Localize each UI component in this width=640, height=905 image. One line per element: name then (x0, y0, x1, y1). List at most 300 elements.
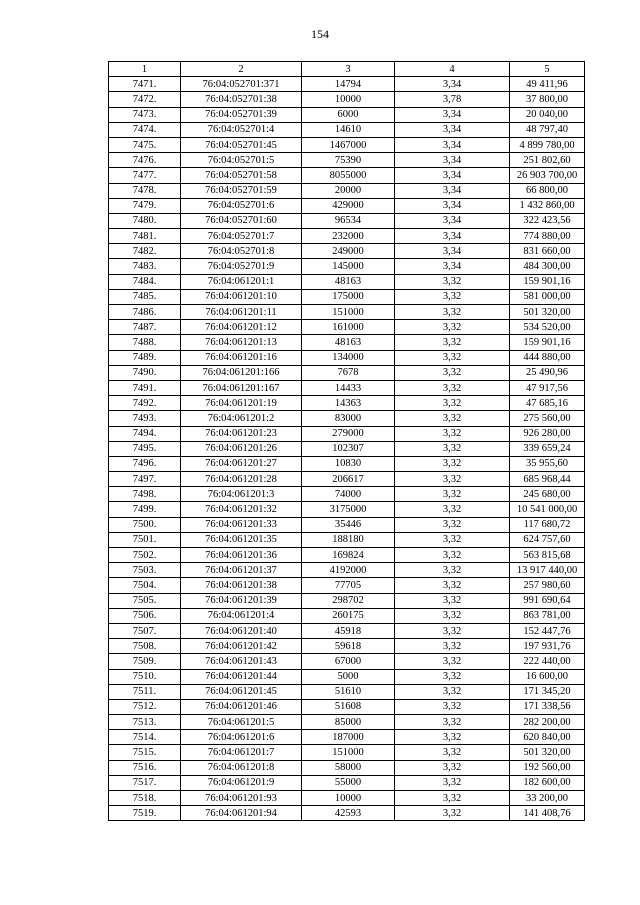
table-row (109, 77, 585, 92)
area-cell: 161000 (302, 320, 395, 335)
row-number-cell: 7518. (109, 791, 181, 806)
area-cell: 14433 (302, 380, 395, 395)
row-number-cell: 7516. (109, 760, 181, 775)
area-cell: 429000 (302, 198, 395, 213)
rate-cell: 3,32 (395, 699, 510, 714)
table-row (109, 198, 585, 213)
area-cell: 169824 (302, 548, 395, 563)
amount-cell: 501 320,00 (510, 745, 585, 760)
cadastral-number-cell: 76:04:061201:16 (181, 350, 302, 365)
amount-cell: 49 411,96 (510, 77, 585, 92)
area-cell: 102307 (302, 441, 395, 456)
area-cell: 10830 (302, 456, 395, 471)
area-cell: 42593 (302, 806, 395, 821)
page-number: 154 (311, 27, 329, 41)
row-number-cell: 7514. (109, 730, 181, 745)
amount-cell: 152 447,76 (510, 623, 585, 638)
amount-cell: 66 800,00 (510, 183, 585, 198)
area-cell: 298702 (302, 593, 395, 608)
table-row (109, 396, 585, 411)
amount-cell: 257 980,60 (510, 578, 585, 593)
table-row (109, 699, 585, 714)
rate-cell: 3,32 (395, 806, 510, 821)
cadastral-number-cell: 76:04:061201:94 (181, 806, 302, 821)
table-row (109, 259, 585, 274)
amount-cell: 4 899 780,00 (510, 137, 585, 152)
amount-cell: 13 917 440,00 (510, 563, 585, 578)
rate-cell: 3,32 (395, 289, 510, 304)
row-number-cell: 7510. (109, 669, 181, 684)
rate-cell: 3,32 (395, 411, 510, 426)
cadastral-number-cell: 76:04:061201:1 (181, 274, 302, 289)
table-row (109, 791, 585, 806)
column-header: 1 (109, 62, 181, 77)
rate-cell: 3,34 (395, 122, 510, 137)
cadastral-number-cell: 76:04:061201:167 (181, 380, 302, 395)
row-number-cell: 7505. (109, 593, 181, 608)
area-cell: 5000 (302, 669, 395, 684)
column-header: 2 (181, 62, 302, 77)
cadastral-number-cell: 76:04:052701:39 (181, 107, 302, 122)
cadastral-number-cell: 76:04:061201:38 (181, 578, 302, 593)
rate-cell: 3,32 (395, 639, 510, 654)
table-row (109, 122, 585, 137)
area-cell: 6000 (302, 107, 395, 122)
amount-cell: 991 690,64 (510, 593, 585, 608)
amount-cell: 159 901,16 (510, 274, 585, 289)
row-number-cell: 7475. (109, 137, 181, 152)
amount-cell: 48 797,40 (510, 122, 585, 137)
row-number-cell: 7511. (109, 684, 181, 699)
rate-cell: 3,32 (395, 274, 510, 289)
cadastral-number-cell: 76:04:052701:60 (181, 213, 302, 228)
amount-cell: 35 955,60 (510, 456, 585, 471)
cadastral-number-cell: 76:04:061201:45 (181, 684, 302, 699)
cadastral-number-cell: 76:04:061201:44 (181, 669, 302, 684)
cadastral-number-cell: 76:04:061201:46 (181, 699, 302, 714)
cadastral-number-cell: 76:04:061201:37 (181, 563, 302, 578)
cadastral-number-cell: 76:04:052701:9 (181, 259, 302, 274)
cadastral-number-cell: 76:04:061201:12 (181, 320, 302, 335)
amount-cell: 624 757,60 (510, 532, 585, 547)
rate-cell: 3,32 (395, 745, 510, 760)
cadastral-number-cell: 76:04:061201:26 (181, 441, 302, 456)
area-cell: 151000 (302, 745, 395, 760)
area-cell: 59618 (302, 639, 395, 654)
table-row (109, 760, 585, 775)
table-row (109, 563, 585, 578)
rate-cell: 3,32 (395, 684, 510, 699)
cadastral-number-cell: 76:04:061201:93 (181, 791, 302, 806)
cadastral-number-cell: 76:04:061201:13 (181, 335, 302, 350)
area-cell: 14363 (302, 396, 395, 411)
cadastral-number-cell: 76:04:061201:5 (181, 715, 302, 730)
area-cell: 20000 (302, 183, 395, 198)
row-number-cell: 7515. (109, 745, 181, 760)
rate-cell: 3,32 (395, 396, 510, 411)
table-row (109, 532, 585, 547)
rate-cell: 3,32 (395, 456, 510, 471)
area-cell: 279000 (302, 426, 395, 441)
rate-cell: 3,34 (395, 213, 510, 228)
area-cell: 7678 (302, 365, 395, 380)
amount-cell: 26 903 700,00 (510, 168, 585, 183)
area-cell: 4192000 (302, 563, 395, 578)
rate-cell: 3,32 (395, 350, 510, 365)
amount-cell: 171 345,20 (510, 684, 585, 699)
area-cell: 3175000 (302, 502, 395, 517)
area-cell: 14794 (302, 77, 395, 92)
cadastral-number-cell: 76:04:052701:45 (181, 137, 302, 152)
amount-cell: 275 560,00 (510, 411, 585, 426)
rate-cell: 3,34 (395, 137, 510, 152)
table-row (109, 593, 585, 608)
amount-cell: 192 560,00 (510, 760, 585, 775)
row-number-cell: 7519. (109, 806, 181, 821)
amount-cell: 534 520,00 (510, 320, 585, 335)
table-row (109, 623, 585, 638)
row-number-cell: 7503. (109, 563, 181, 578)
cadastral-number-cell: 76:04:061201:40 (181, 623, 302, 638)
table-row (109, 441, 585, 456)
table-row (109, 229, 585, 244)
table-row (109, 380, 585, 395)
row-number-cell: 7478. (109, 183, 181, 198)
amount-cell: 282 200,00 (510, 715, 585, 730)
table-row (109, 608, 585, 623)
row-number-cell: 7513. (109, 715, 181, 730)
table-row (109, 745, 585, 760)
row-number-cell: 7498. (109, 487, 181, 502)
amount-cell: 222 440,00 (510, 654, 585, 669)
rate-cell: 3,32 (395, 563, 510, 578)
cadastral-number-cell: 76:04:052701:8 (181, 244, 302, 259)
amount-cell: 1 432 860,00 (510, 198, 585, 213)
table-row (109, 168, 585, 183)
area-cell: 1467000 (302, 137, 395, 152)
table-row (109, 305, 585, 320)
row-number-cell: 7486. (109, 305, 181, 320)
rate-cell: 3,32 (395, 608, 510, 623)
area-cell: 77705 (302, 578, 395, 593)
row-number-cell: 7487. (109, 320, 181, 335)
amount-cell: 171 338,56 (510, 699, 585, 714)
table-row (109, 578, 585, 593)
row-number-cell: 7493. (109, 411, 181, 426)
table-row (109, 654, 585, 669)
area-cell: 206617 (302, 472, 395, 487)
rate-cell: 3,32 (395, 578, 510, 593)
rate-cell: 3,32 (395, 472, 510, 487)
amount-cell: 117 680,72 (510, 517, 585, 532)
area-cell: 187000 (302, 730, 395, 745)
amount-cell: 501 320,00 (510, 305, 585, 320)
rate-cell: 3,32 (395, 441, 510, 456)
amount-cell: 245 680,00 (510, 487, 585, 502)
cadastral-number-cell: 76:04:061201:35 (181, 532, 302, 547)
cadastral-number-cell: 76:04:061201:23 (181, 426, 302, 441)
area-cell: 151000 (302, 305, 395, 320)
area-cell: 51608 (302, 699, 395, 714)
cadastral-number-cell: 76:04:061201:11 (181, 305, 302, 320)
column-header: 5 (510, 62, 585, 77)
rate-cell: 3,32 (395, 730, 510, 745)
row-number-cell: 7482. (109, 244, 181, 259)
area-cell: 145000 (302, 259, 395, 274)
rate-cell: 3,32 (395, 335, 510, 350)
table-row (109, 320, 585, 335)
cadastral-number-cell: 76:04:061201:4 (181, 608, 302, 623)
table-row (109, 153, 585, 168)
table-row (109, 244, 585, 259)
amount-cell: 141 408,76 (510, 806, 585, 821)
amount-cell: 581 000,00 (510, 289, 585, 304)
row-number-cell: 7512. (109, 699, 181, 714)
cadastral-number-cell: 76:04:061201:28 (181, 472, 302, 487)
area-cell: 51610 (302, 684, 395, 699)
area-cell: 75390 (302, 153, 395, 168)
rate-cell: 3,32 (395, 654, 510, 669)
rate-cell: 3,34 (395, 107, 510, 122)
cadastral-number-cell: 76:04:061201:3 (181, 487, 302, 502)
area-cell: 10000 (302, 92, 395, 107)
cadastral-number-cell: 76:04:052701:58 (181, 168, 302, 183)
area-cell: 249000 (302, 244, 395, 259)
row-number-cell: 7483. (109, 259, 181, 274)
amount-cell: 339 659,24 (510, 441, 585, 456)
amount-cell: 16 600,00 (510, 669, 585, 684)
table-row (109, 639, 585, 654)
amount-cell: 37 800,00 (510, 92, 585, 107)
rate-cell: 3,32 (395, 365, 510, 380)
rate-cell: 3,32 (395, 380, 510, 395)
rate-cell: 3,34 (395, 153, 510, 168)
amount-cell: 47 685,16 (510, 396, 585, 411)
rate-cell: 3,34 (395, 244, 510, 259)
area-cell: 83000 (302, 411, 395, 426)
row-number-cell: 7495. (109, 441, 181, 456)
table-header-row (109, 62, 585, 77)
amount-cell: 831 660,00 (510, 244, 585, 259)
row-number-cell: 7500. (109, 517, 181, 532)
area-cell: 14610 (302, 122, 395, 137)
area-cell: 35446 (302, 517, 395, 532)
row-number-cell: 7488. (109, 335, 181, 350)
cadastral-number-cell: 76:04:052701:7 (181, 229, 302, 244)
rate-cell: 3,32 (395, 305, 510, 320)
amount-cell: 322 423,56 (510, 213, 585, 228)
amount-cell: 563 815,68 (510, 548, 585, 563)
table-row (109, 274, 585, 289)
row-number-cell: 7507. (109, 623, 181, 638)
cadastral-number-cell: 76:04:061201:36 (181, 548, 302, 563)
rate-cell: 3,32 (395, 502, 510, 517)
cadastral-number-cell: 76:04:052701:371 (181, 77, 302, 92)
area-cell: 188180 (302, 532, 395, 547)
area-cell: 85000 (302, 715, 395, 730)
rate-cell: 3,32 (395, 715, 510, 730)
row-number-cell: 7506. (109, 608, 181, 623)
rate-cell: 3,32 (395, 623, 510, 638)
table-row (109, 365, 585, 380)
rate-cell: 3,34 (395, 259, 510, 274)
cadastral-number-cell: 76:04:061201:6 (181, 730, 302, 745)
amount-cell: 33 200,00 (510, 791, 585, 806)
cadastral-number-cell: 76:04:061201:39 (181, 593, 302, 608)
row-number-cell: 7484. (109, 274, 181, 289)
rate-cell: 3,32 (395, 487, 510, 502)
area-cell: 8055000 (302, 168, 395, 183)
area-cell: 10000 (302, 791, 395, 806)
table-row (109, 472, 585, 487)
row-number-cell: 7504. (109, 578, 181, 593)
row-number-cell: 7499. (109, 502, 181, 517)
area-cell: 48163 (302, 335, 395, 350)
amount-cell: 774 880,00 (510, 229, 585, 244)
amount-cell: 444 880,00 (510, 350, 585, 365)
table-row (109, 548, 585, 563)
row-number-cell: 7474. (109, 122, 181, 137)
row-number-cell: 7501. (109, 532, 181, 547)
table-row (109, 350, 585, 365)
amount-cell: 251 802,60 (510, 153, 585, 168)
table-row (109, 107, 585, 122)
area-cell: 175000 (302, 289, 395, 304)
rate-cell: 3,34 (395, 77, 510, 92)
amount-cell: 484 300,00 (510, 259, 585, 274)
cadastral-number-cell: 76:04:061201:9 (181, 775, 302, 790)
cadastral-number-cell: 76:04:061201:19 (181, 396, 302, 411)
cadastral-number-cell: 76:04:052701:5 (181, 153, 302, 168)
amount-cell: 685 968,44 (510, 472, 585, 487)
rate-cell: 3,32 (395, 760, 510, 775)
area-cell: 232000 (302, 229, 395, 244)
cadastral-number-cell: 76:04:061201:43 (181, 654, 302, 669)
area-cell: 134000 (302, 350, 395, 365)
cadastral-number-cell: 76:04:052701:6 (181, 198, 302, 213)
amount-cell: 863 781,00 (510, 608, 585, 623)
amount-cell: 47 917,56 (510, 380, 585, 395)
row-number-cell: 7491. (109, 380, 181, 395)
table-row (109, 487, 585, 502)
table-row (109, 669, 585, 684)
row-number-cell: 7485. (109, 289, 181, 304)
row-number-cell: 7508. (109, 639, 181, 654)
cadastral-number-cell: 76:04:061201:27 (181, 456, 302, 471)
rate-cell: 3,78 (395, 92, 510, 107)
rate-cell: 3,32 (395, 517, 510, 532)
row-number-cell: 7477. (109, 168, 181, 183)
rate-cell: 3,32 (395, 426, 510, 441)
table-row (109, 426, 585, 441)
amount-cell: 10 541 000,00 (510, 502, 585, 517)
column-header: 4 (395, 62, 510, 77)
row-number-cell: 7472. (109, 92, 181, 107)
row-number-cell: 7502. (109, 548, 181, 563)
cadastral-number-cell: 76:04:061201:10 (181, 289, 302, 304)
table-row (109, 715, 585, 730)
table-row (109, 806, 585, 821)
table-row (109, 92, 585, 107)
rate-cell: 3,32 (395, 775, 510, 790)
table-row (109, 411, 585, 426)
table-row (109, 684, 585, 699)
cadastral-number-cell: 76:04:061201:33 (181, 517, 302, 532)
cadastral-number-cell: 76:04:052701:59 (181, 183, 302, 198)
table-row (109, 517, 585, 532)
rate-cell: 3,34 (395, 183, 510, 198)
table-row (109, 289, 585, 304)
area-cell: 45918 (302, 623, 395, 638)
area-cell: 260175 (302, 608, 395, 623)
area-cell: 67000 (302, 654, 395, 669)
table-row (109, 213, 585, 228)
row-number-cell: 7480. (109, 213, 181, 228)
data-table (108, 61, 585, 821)
row-number-cell: 7492. (109, 396, 181, 411)
table-row (109, 183, 585, 198)
row-number-cell: 7490. (109, 365, 181, 380)
rate-cell: 3,32 (395, 669, 510, 684)
amount-cell: 926 280,00 (510, 426, 585, 441)
rate-cell: 3,32 (395, 320, 510, 335)
row-number-cell: 7517. (109, 775, 181, 790)
table-row (109, 335, 585, 350)
cadastral-number-cell: 76:04:061201:166 (181, 365, 302, 380)
area-cell: 48163 (302, 274, 395, 289)
area-cell: 74000 (302, 487, 395, 502)
rate-cell: 3,32 (395, 593, 510, 608)
row-number-cell: 7497. (109, 472, 181, 487)
amount-cell: 20 040,00 (510, 107, 585, 122)
table-row (109, 730, 585, 745)
amount-cell: 159 901,16 (510, 335, 585, 350)
table-row (109, 775, 585, 790)
row-number-cell: 7473. (109, 107, 181, 122)
table-body (109, 77, 585, 821)
row-number-cell: 7496. (109, 456, 181, 471)
table-row (109, 137, 585, 152)
row-number-cell: 7509. (109, 654, 181, 669)
amount-cell: 182 600,00 (510, 775, 585, 790)
row-number-cell: 7479. (109, 198, 181, 213)
cadastral-number-cell: 76:04:061201:8 (181, 760, 302, 775)
amount-cell: 25 490,96 (510, 365, 585, 380)
amount-cell: 197 931,76 (510, 639, 585, 654)
row-number-cell: 7494. (109, 426, 181, 441)
cadastral-number-cell: 76:04:052701:38 (181, 92, 302, 107)
rate-cell: 3,34 (395, 168, 510, 183)
cadastral-number-cell: 76:04:061201:2 (181, 411, 302, 426)
rate-cell: 3,34 (395, 198, 510, 213)
cadastral-number-cell: 76:04:061201:32 (181, 502, 302, 517)
rate-cell: 3,32 (395, 548, 510, 563)
row-number-cell: 7476. (109, 153, 181, 168)
row-number-cell: 7471. (109, 77, 181, 92)
table-row (109, 502, 585, 517)
amount-cell: 620 840,00 (510, 730, 585, 745)
column-header: 3 (302, 62, 395, 77)
area-cell: 55000 (302, 775, 395, 790)
row-number-cell: 7481. (109, 229, 181, 244)
rate-cell: 3,34 (395, 229, 510, 244)
cadastral-number-cell: 76:04:061201:42 (181, 639, 302, 654)
rate-cell: 3,32 (395, 791, 510, 806)
table-row (109, 456, 585, 471)
row-number-cell: 7489. (109, 350, 181, 365)
area-cell: 96534 (302, 213, 395, 228)
cadastral-number-cell: 76:04:052701:4 (181, 122, 302, 137)
